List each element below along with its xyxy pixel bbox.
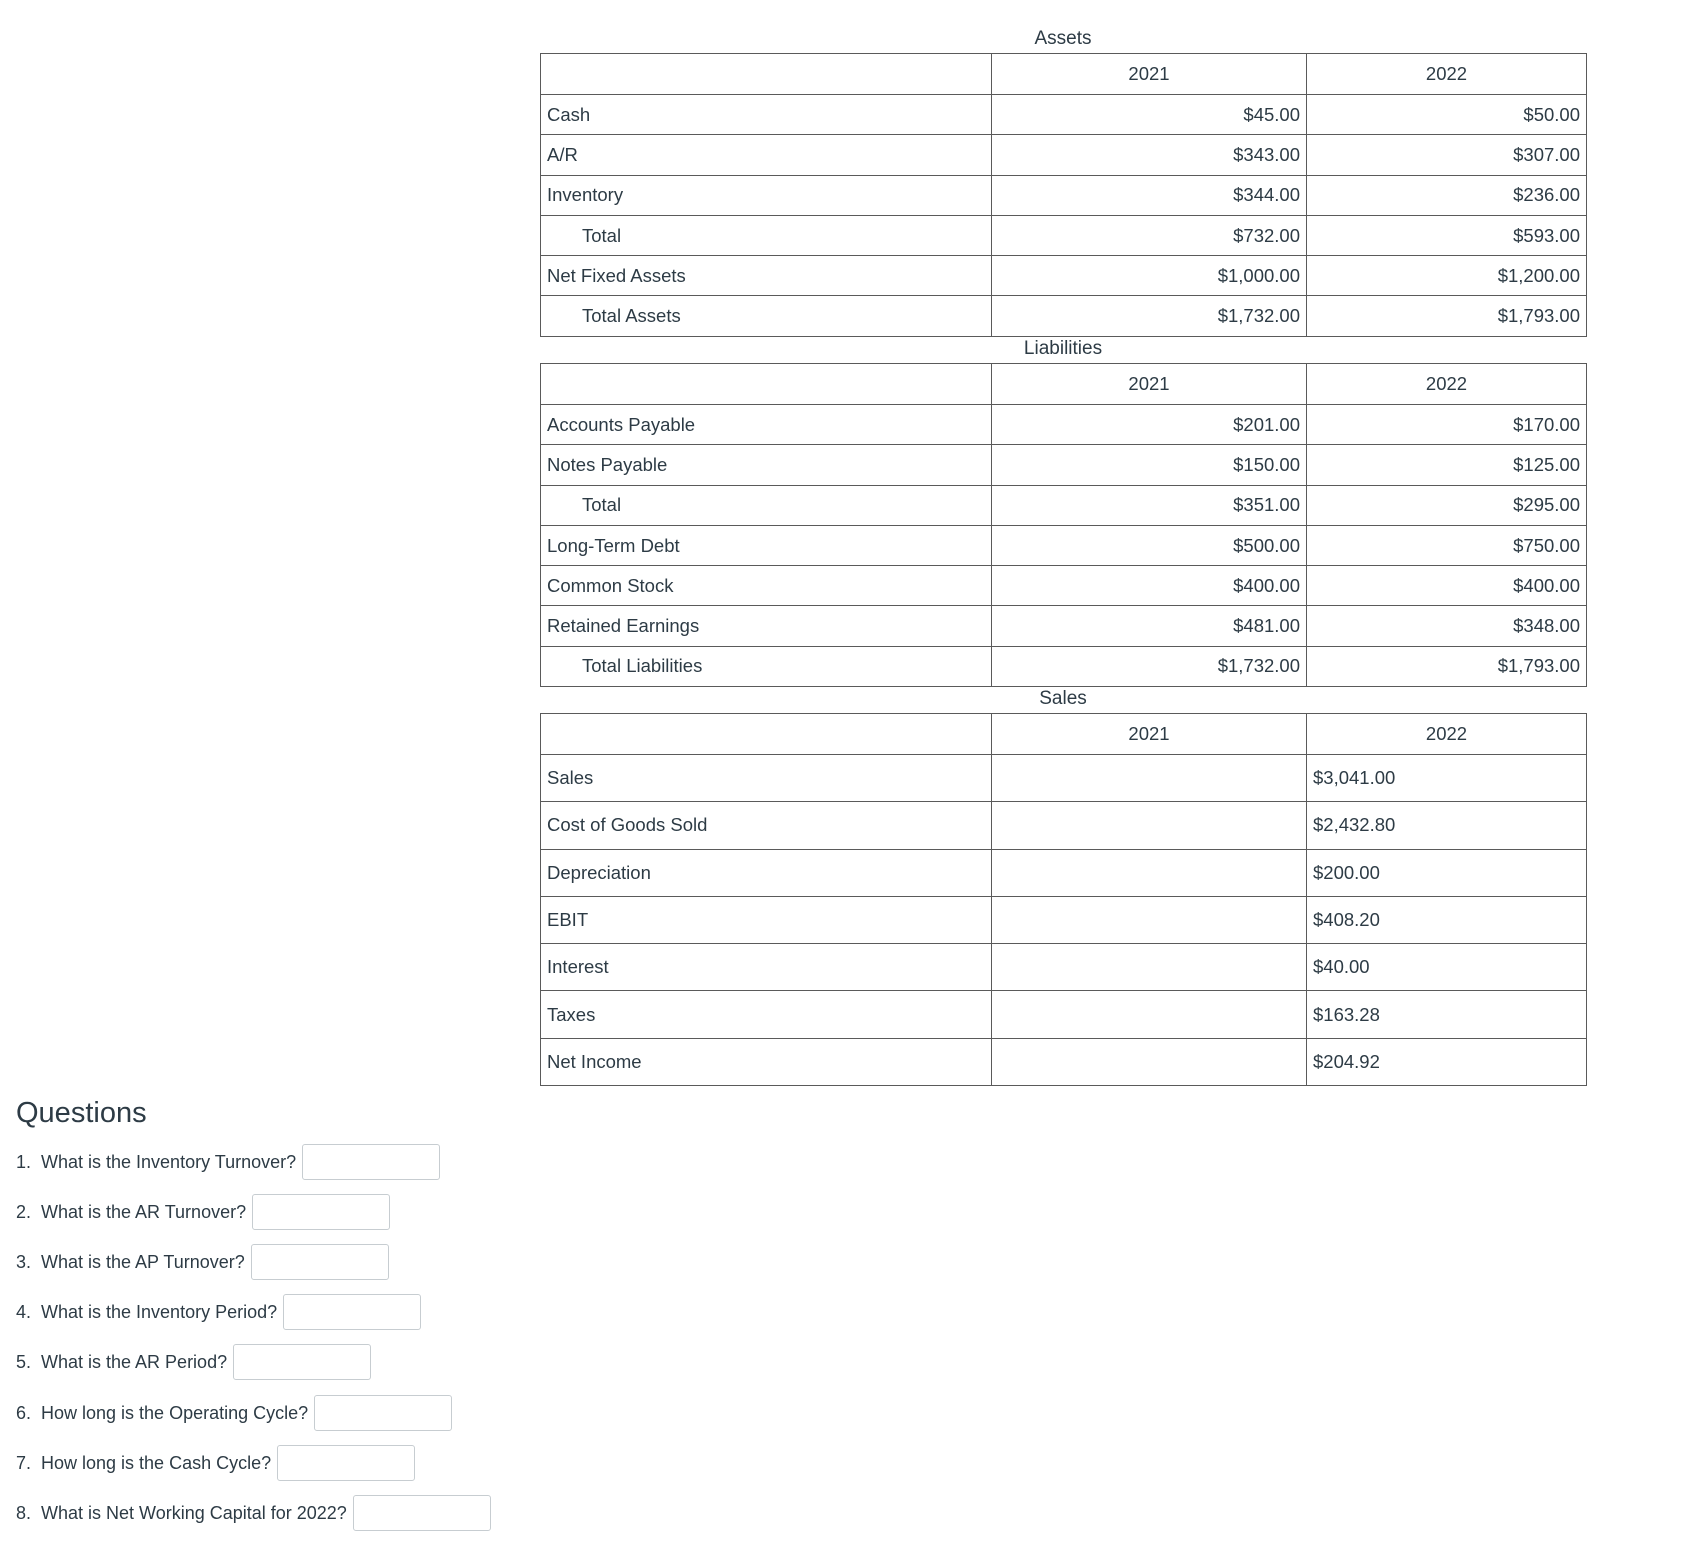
table-row: [541, 566, 1587, 606]
table-row: [541, 755, 1587, 802]
table-row: [541, 135, 1587, 175]
table-row: [541, 896, 1587, 943]
table-row: [541, 606, 1587, 646]
value-2021: $344.00: [992, 175, 1307, 215]
value-2022: $1,793.00: [1307, 296, 1587, 336]
row-label: Depreciation: [541, 849, 992, 896]
value-2021: [992, 944, 1307, 991]
row-label: Sales: [541, 755, 992, 802]
table-row: [541, 175, 1587, 215]
header-blank-cell: [541, 714, 992, 755]
value-2022: $1,200.00: [1307, 256, 1587, 296]
value-2021: $400.00: [992, 566, 1307, 606]
answer-input-3[interactable]: [251, 1244, 389, 1280]
questions-heading: Questions: [16, 1097, 147, 1129]
value-2021: $150.00: [992, 445, 1307, 485]
value-2022: $170.00: [1307, 405, 1587, 445]
value-2021: [992, 802, 1307, 849]
table-row: [541, 991, 1587, 1038]
value-2021: $351.00: [992, 485, 1307, 525]
value-2022: $295.00: [1307, 485, 1587, 525]
question-number: 4.: [16, 1301, 32, 1322]
liabilities-table: [540, 363, 1587, 687]
answer-input-4[interactable]: [283, 1294, 421, 1330]
row-label: Inventory: [541, 175, 992, 215]
value-2021: $1,732.00: [992, 296, 1307, 336]
assets-table: [540, 53, 1587, 337]
row-label: Net Income: [541, 1038, 992, 1085]
row-label: Total: [541, 485, 992, 525]
answer-input-2[interactable]: [252, 1194, 390, 1230]
question-7: [16, 1443, 415, 1483]
question-number: 2.: [16, 1201, 32, 1222]
table-row: [541, 405, 1587, 445]
year-header-2022: 2022: [1307, 714, 1587, 755]
year-header-2022: 2022: [1307, 54, 1587, 95]
question-2: [16, 1192, 390, 1232]
row-label: Long-Term Debt: [541, 525, 992, 565]
value-2022: $3,041.00: [1307, 755, 1587, 802]
row-label: EBIT: [541, 896, 992, 943]
table-row: [541, 215, 1587, 255]
question-4: [16, 1292, 421, 1332]
question-text: How long is the Operating Cycle?: [41, 1402, 309, 1423]
table-row: [541, 849, 1587, 896]
value-2021: $481.00: [992, 606, 1307, 646]
assets-title: Assets: [1034, 28, 1092, 49]
question-text: What is Net Working Capital for 2022?: [41, 1502, 347, 1523]
year-header-2021: 2021: [992, 54, 1307, 95]
value-2022: $40.00: [1307, 944, 1587, 991]
value-2021: [992, 849, 1307, 896]
question-text: What is the AR Turnover?: [41, 1201, 247, 1222]
value-2021: $1,732.00: [992, 646, 1307, 686]
question-8: [16, 1493, 491, 1533]
table-row: [541, 445, 1587, 485]
row-label: Cash: [541, 95, 992, 135]
value-2021: $732.00: [992, 215, 1307, 255]
row-label: A/R: [541, 135, 992, 175]
value-2022: $307.00: [1307, 135, 1587, 175]
answer-input-6[interactable]: [314, 1395, 452, 1431]
table-row: [541, 646, 1587, 686]
question-text: What is the Inventory Period?: [41, 1301, 278, 1322]
value-2022: $125.00: [1307, 445, 1587, 485]
question-text: How long is the Cash Cycle?: [41, 1452, 272, 1473]
answer-input-5[interactable]: [233, 1344, 371, 1380]
table-row: [541, 802, 1587, 849]
value-2022: $593.00: [1307, 215, 1587, 255]
table-row: [541, 1038, 1587, 1085]
question-1: [16, 1142, 440, 1182]
header-blank-cell: [541, 364, 992, 405]
question-number: 3.: [16, 1251, 32, 1272]
question-text: What is the Inventory Turnover?: [41, 1151, 297, 1172]
value-2022: $236.00: [1307, 175, 1587, 215]
row-label: Net Fixed Assets: [541, 256, 992, 296]
row-label: Total: [541, 215, 992, 255]
value-2021: [992, 755, 1307, 802]
row-label: Total Assets: [541, 296, 992, 336]
table-row: [541, 296, 1587, 336]
row-label: Notes Payable: [541, 445, 992, 485]
table-row: [541, 256, 1587, 296]
value-2022: $750.00: [1307, 525, 1587, 565]
value-2022: $400.00: [1307, 566, 1587, 606]
table-row: [541, 485, 1587, 525]
question-number: 7.: [16, 1452, 32, 1473]
table-row: [541, 944, 1587, 991]
value-2021: [992, 1038, 1307, 1085]
header-blank-cell: [541, 54, 992, 95]
year-header-2021: 2021: [992, 364, 1307, 405]
value-2022: $2,432.80: [1307, 802, 1587, 849]
row-label: Total Liabilities: [541, 646, 992, 686]
value-2021: $500.00: [992, 525, 1307, 565]
question-6: [16, 1393, 452, 1433]
value-2021: $343.00: [992, 135, 1307, 175]
row-label: Taxes: [541, 991, 992, 1038]
value-2021: [992, 991, 1307, 1038]
liabilities-title: Liabilities: [1023, 338, 1103, 359]
question-text: What is the AR Period?: [41, 1351, 228, 1372]
value-2022: $348.00: [1307, 606, 1587, 646]
value-2022: $204.92: [1307, 1038, 1587, 1085]
value-2022: $50.00: [1307, 95, 1587, 135]
question-number: 8.: [16, 1502, 32, 1523]
row-label: Interest: [541, 944, 992, 991]
sales-title: Sales: [1039, 688, 1087, 709]
row-label: Common Stock: [541, 566, 992, 606]
answer-input-1[interactable]: [302, 1144, 440, 1180]
question-number: 5.: [16, 1351, 32, 1372]
value-2021: [992, 896, 1307, 943]
question-number: 1.: [16, 1151, 32, 1172]
table-row: [541, 525, 1587, 565]
table-row: [541, 95, 1587, 135]
value-2022: $408.20: [1307, 896, 1587, 943]
table-header-row: [541, 364, 1587, 405]
sales-table: [540, 713, 1587, 1086]
question-5: [16, 1342, 371, 1382]
row-label: Accounts Payable: [541, 405, 992, 445]
value-2022: $163.28: [1307, 991, 1587, 1038]
value-2021: $45.00: [992, 95, 1307, 135]
row-label: Cost of Goods Sold: [541, 802, 992, 849]
year-header-2021: 2021: [992, 714, 1307, 755]
question-text: What is the AP Turnover?: [41, 1251, 245, 1272]
question-3: [16, 1242, 389, 1282]
value-2021: $201.00: [992, 405, 1307, 445]
question-number: 6.: [16, 1402, 32, 1423]
value-2022: $200.00: [1307, 849, 1587, 896]
answer-input-7[interactable]: [277, 1445, 415, 1481]
table-header-row: [541, 714, 1587, 755]
row-label: Retained Earnings: [541, 606, 992, 646]
answer-input-8[interactable]: [353, 1495, 491, 1531]
value-2021: $1,000.00: [992, 256, 1307, 296]
year-header-2022: 2022: [1307, 364, 1587, 405]
table-header-row: [541, 54, 1587, 95]
value-2022: $1,793.00: [1307, 646, 1587, 686]
